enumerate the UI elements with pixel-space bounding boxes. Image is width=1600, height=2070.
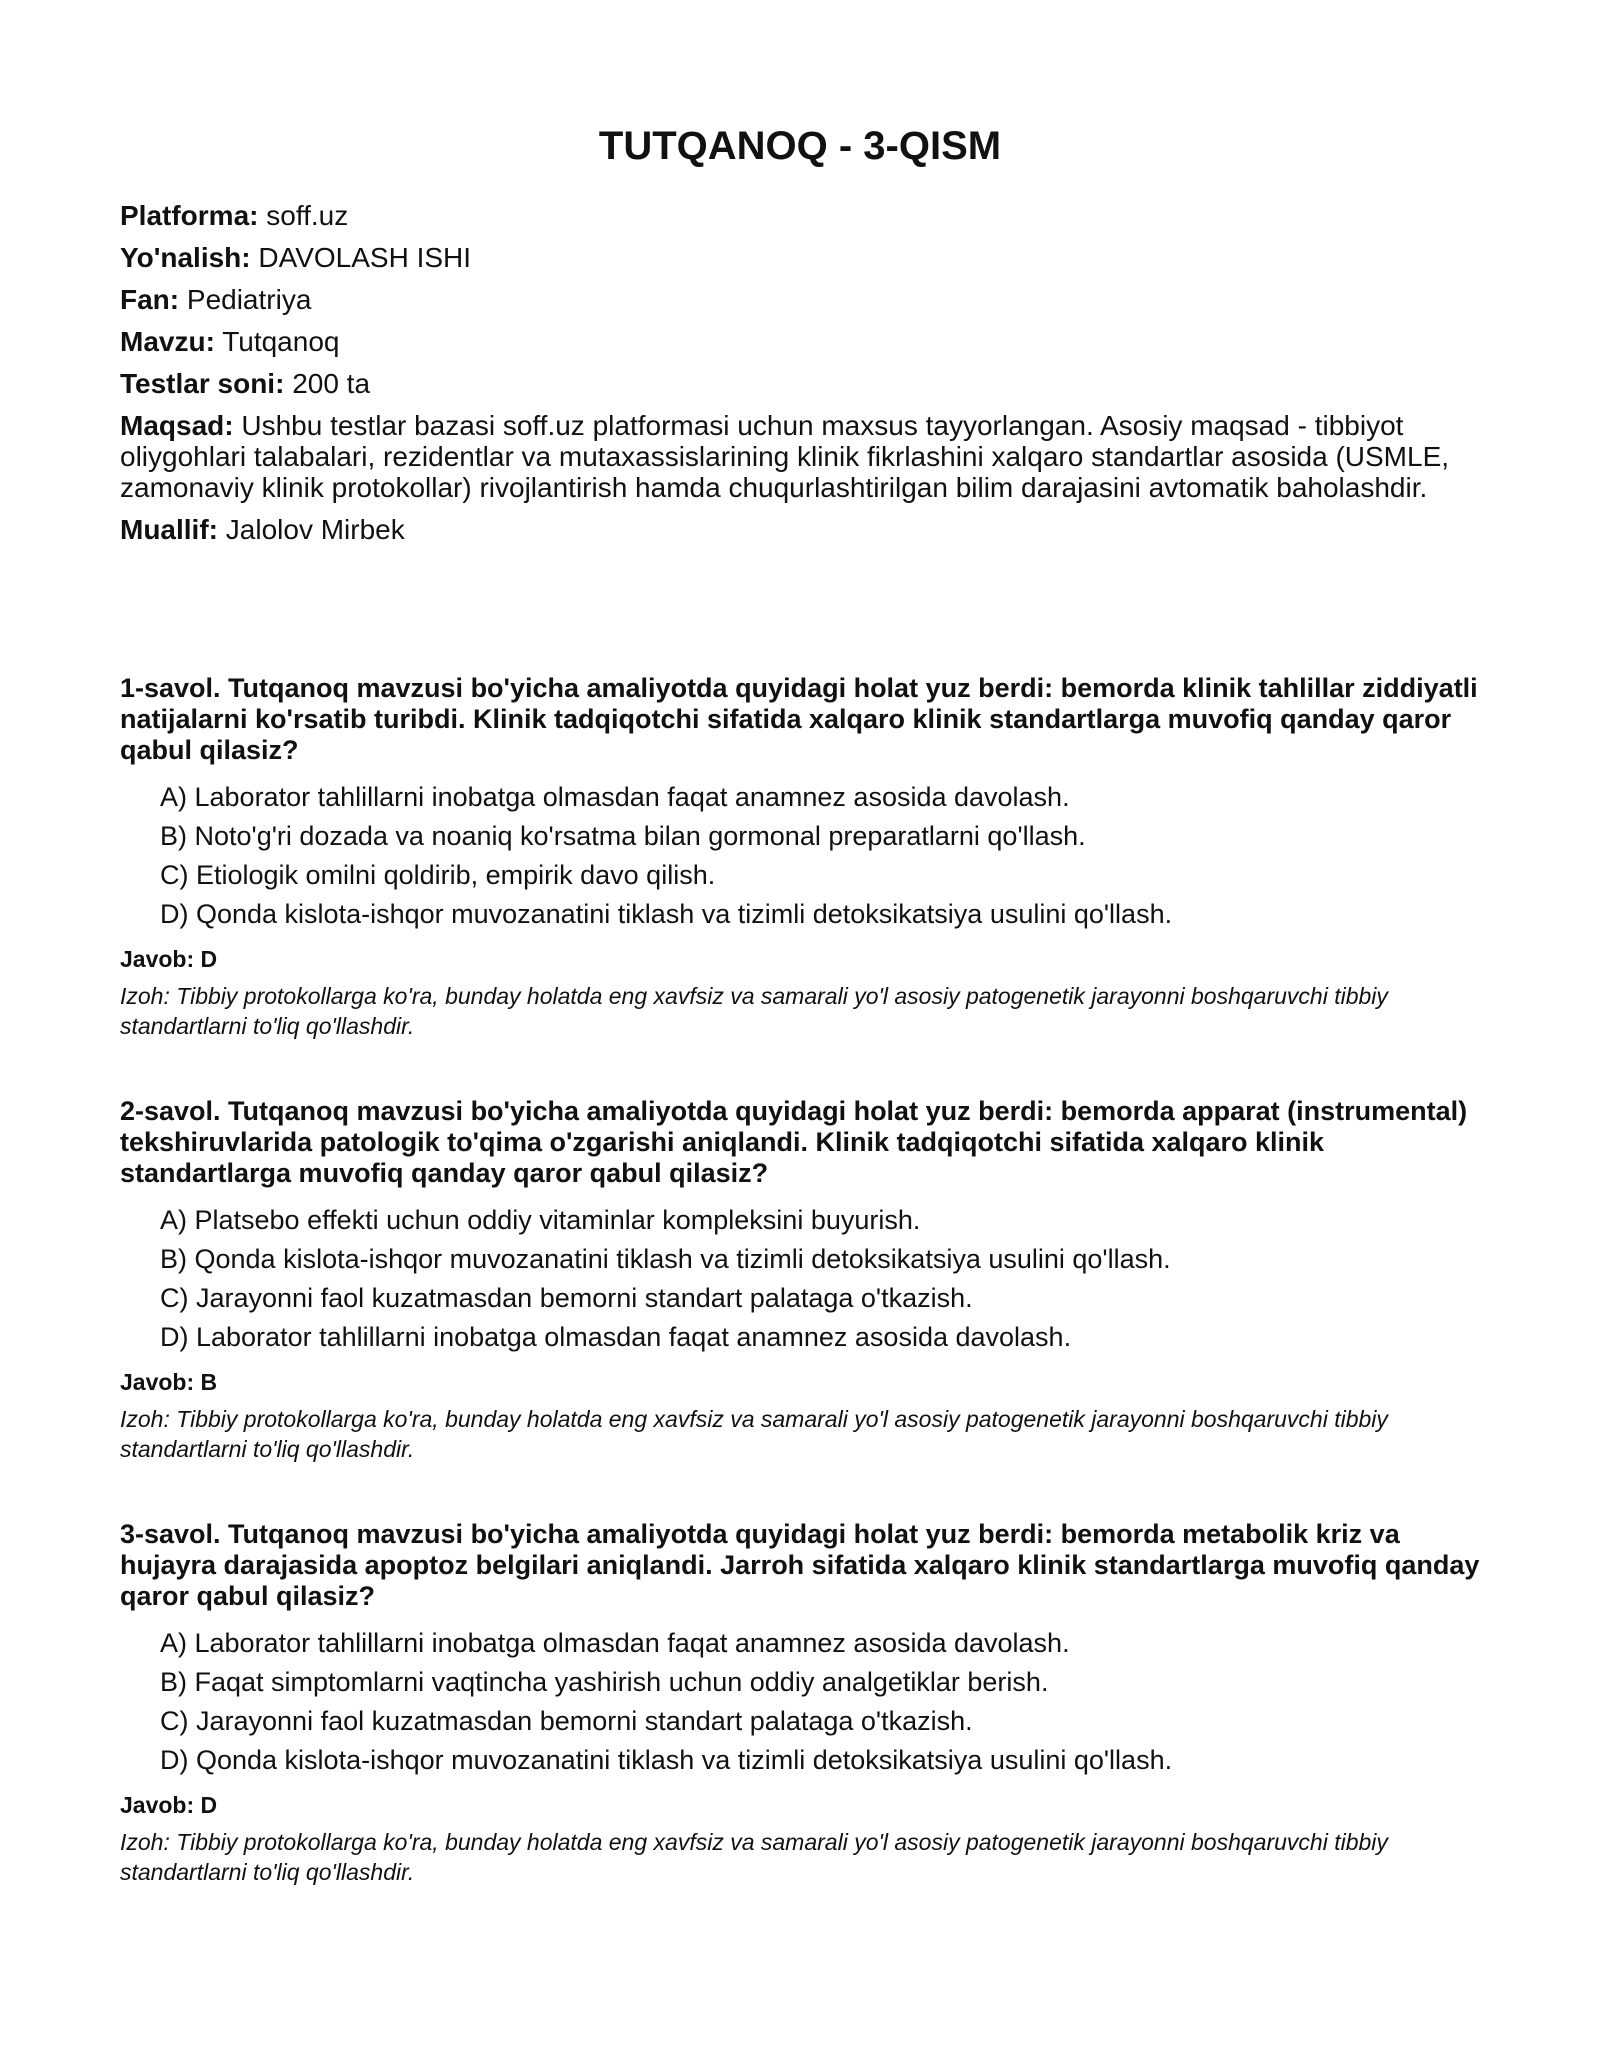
meta-key: Muallif: (120, 514, 218, 545)
option-d: D) Qonda kislota-ishqor muvozanatini tiklash va tizimli detoksikatsiya usulini qo'llash. (160, 1745, 1173, 1775)
meta-key: Fan: (120, 284, 180, 315)
meta-value: Jalolov Mirbek (225, 514, 405, 545)
question-text: 1-savol. Tutqanoq mavzusi bo'yicha amaliyotda quyidagi holat yuz berdi: bemorda klinik tahlillar ziddiyatli natijalarni ko'rsatib turibdi. Klinik tadqiqotchi sifatida xalqaro klinik standartlarga muvofiq qanday qaror qabul qilasiz? (120, 673, 1478, 765)
question-text: 2-savol. Tutqanoq mavzusi bo'yicha amaliyotda quyidagi holat yuz berdi: bemorda apparat (instrumental) tekshiruvlarida patologik to'qima o'zgarishi aniqlandi. Klinik tadqiqotchi sifatida xalqaro klinik standartlarga muvofiq qanday qaror qabul qilasiz? (120, 1096, 1468, 1188)
meta-key: Testlar soni: (120, 368, 285, 399)
meta-value: Pediatriya (186, 284, 312, 315)
meta-purpose (120, 410, 1480, 503)
answer-options (120, 1201, 1480, 1357)
meta-key: Yo'nalish: (120, 242, 251, 273)
answer-options (120, 1624, 1480, 1780)
option-b: B) Noto'g'ri dozada va noaniq ko'rsatma bilan gormonal preparatlarni qo'llash. (160, 821, 1086, 851)
meta-platform (120, 200, 1480, 231)
meta-value: DAVOLASH ISHI (258, 242, 472, 273)
meta-topic (120, 326, 1480, 357)
option-b: B) Faqat simptomlarni vaqtincha yashirish uchun oddiy analgetiklar berish. (160, 1667, 1049, 1697)
option-d: D) Qonda kislota-ishqor muvozanatini tiklash va tizimli detoksikatsiya usulini qo'llash. (160, 899, 1173, 929)
option-a: A) Laborator tahlillarni inobatga olmasdan faqat anamnez asosida davolash. (160, 782, 1070, 812)
option-c: C) Jarayonni faol kuzatmasdan bemorni standart palataga o'tkazish. (160, 1283, 973, 1313)
meta-test-count (120, 368, 1480, 399)
answer-options (120, 778, 1480, 934)
question-1 (120, 673, 1480, 1041)
document-title: TUTQANOQ - 3-QISM (598, 124, 1002, 168)
option-c: C) Jarayonni faol kuzatmasdan bemorni standart palataga o'tkazish. (160, 1706, 973, 1736)
question-3 (120, 1519, 1480, 1887)
explanation-note: Izoh: Tibbiy protokollarga ko'ra, bunday holatda eng xavfsiz va samarali yo'l asosiy patogenetik jarayonni boshqaruvchi tibbiy standartlarni to'liq qo'llashdir. (120, 1406, 1388, 1462)
explanation-note: Izoh: Tibbiy protokollarga ko'ra, bunday holatda eng xavfsiz va samarali yo'l asosiy patogenetik jarayonni boshqaruvchi tibbiy standartlarni to'liq qo'llashdir. (120, 983, 1388, 1039)
answer-key: Javob: D (120, 946, 218, 972)
answer-key: Javob: B (120, 1369, 218, 1395)
meta-value: 200 ta (292, 368, 371, 399)
document-metadata (120, 200, 1480, 556)
meta-author (120, 514, 1480, 545)
question-list (120, 673, 1480, 1942)
meta-key: Maqsad: (120, 410, 234, 441)
question-2 (120, 1096, 1480, 1464)
answer-key: Javob: D (120, 1792, 218, 1818)
meta-key: Platforma: (120, 200, 259, 231)
meta-value: soff.uz (266, 200, 349, 231)
meta-direction (120, 242, 1480, 273)
option-c: C) Etiologik omilni qoldirib, empirik davo qilish. (160, 860, 716, 890)
option-b: B) Qonda kislota-ishqor muvozanatini tiklash va tizimli detoksikatsiya usulini qo'llash. (160, 1244, 1171, 1274)
question-text: 3-savol. Tutqanoq mavzusi bo'yicha amaliyotda quyidagi holat yuz berdi: bemorda metabolik kriz va hujayra darajasida apoptoz belgilari aniqlandi. Jarroh sifatida xalqaro klinik standartlarga muvofiq qanday qaror qabul qilasiz? (120, 1519, 1480, 1611)
option-a: A) Platsebo effekti uchun oddiy vitaminlar kompleksini buyurish. (160, 1205, 921, 1235)
option-a: A) Laborator tahlillarni inobatga olmasdan faqat anamnez asosida davolash. (160, 1628, 1070, 1658)
meta-value: Tutqanoq (222, 326, 340, 357)
option-d: D) Laborator tahlillarni inobatga olmasdan faqat anamnez asosida davolash. (160, 1322, 1072, 1352)
meta-value: Ushbu testlar bazasi soff.uz platformasi uchun maxsus tayyorlangan. Asosiy maqsad - tibbiyot oliygohlari talabalari, rezidentlar va mutaxassislarining klinik fikrlashini xalqaro standartlar asosida (USMLE, zamonaviy klinik protokollar) rivojlantirish hamda chuqurlashtirilgan bilim darajasini avtomatik baholashdir. (120, 410, 1450, 503)
explanation-note: Izoh: Tibbiy protokollarga ko'ra, bunday holatda eng xavfsiz va samarali yo'l asosiy patogenetik jarayonni boshqaruvchi tibbiy standartlarni to'liq qo'llashdir. (120, 1829, 1388, 1885)
meta-subject (120, 284, 1480, 315)
meta-key: Mavzu: (120, 326, 215, 357)
